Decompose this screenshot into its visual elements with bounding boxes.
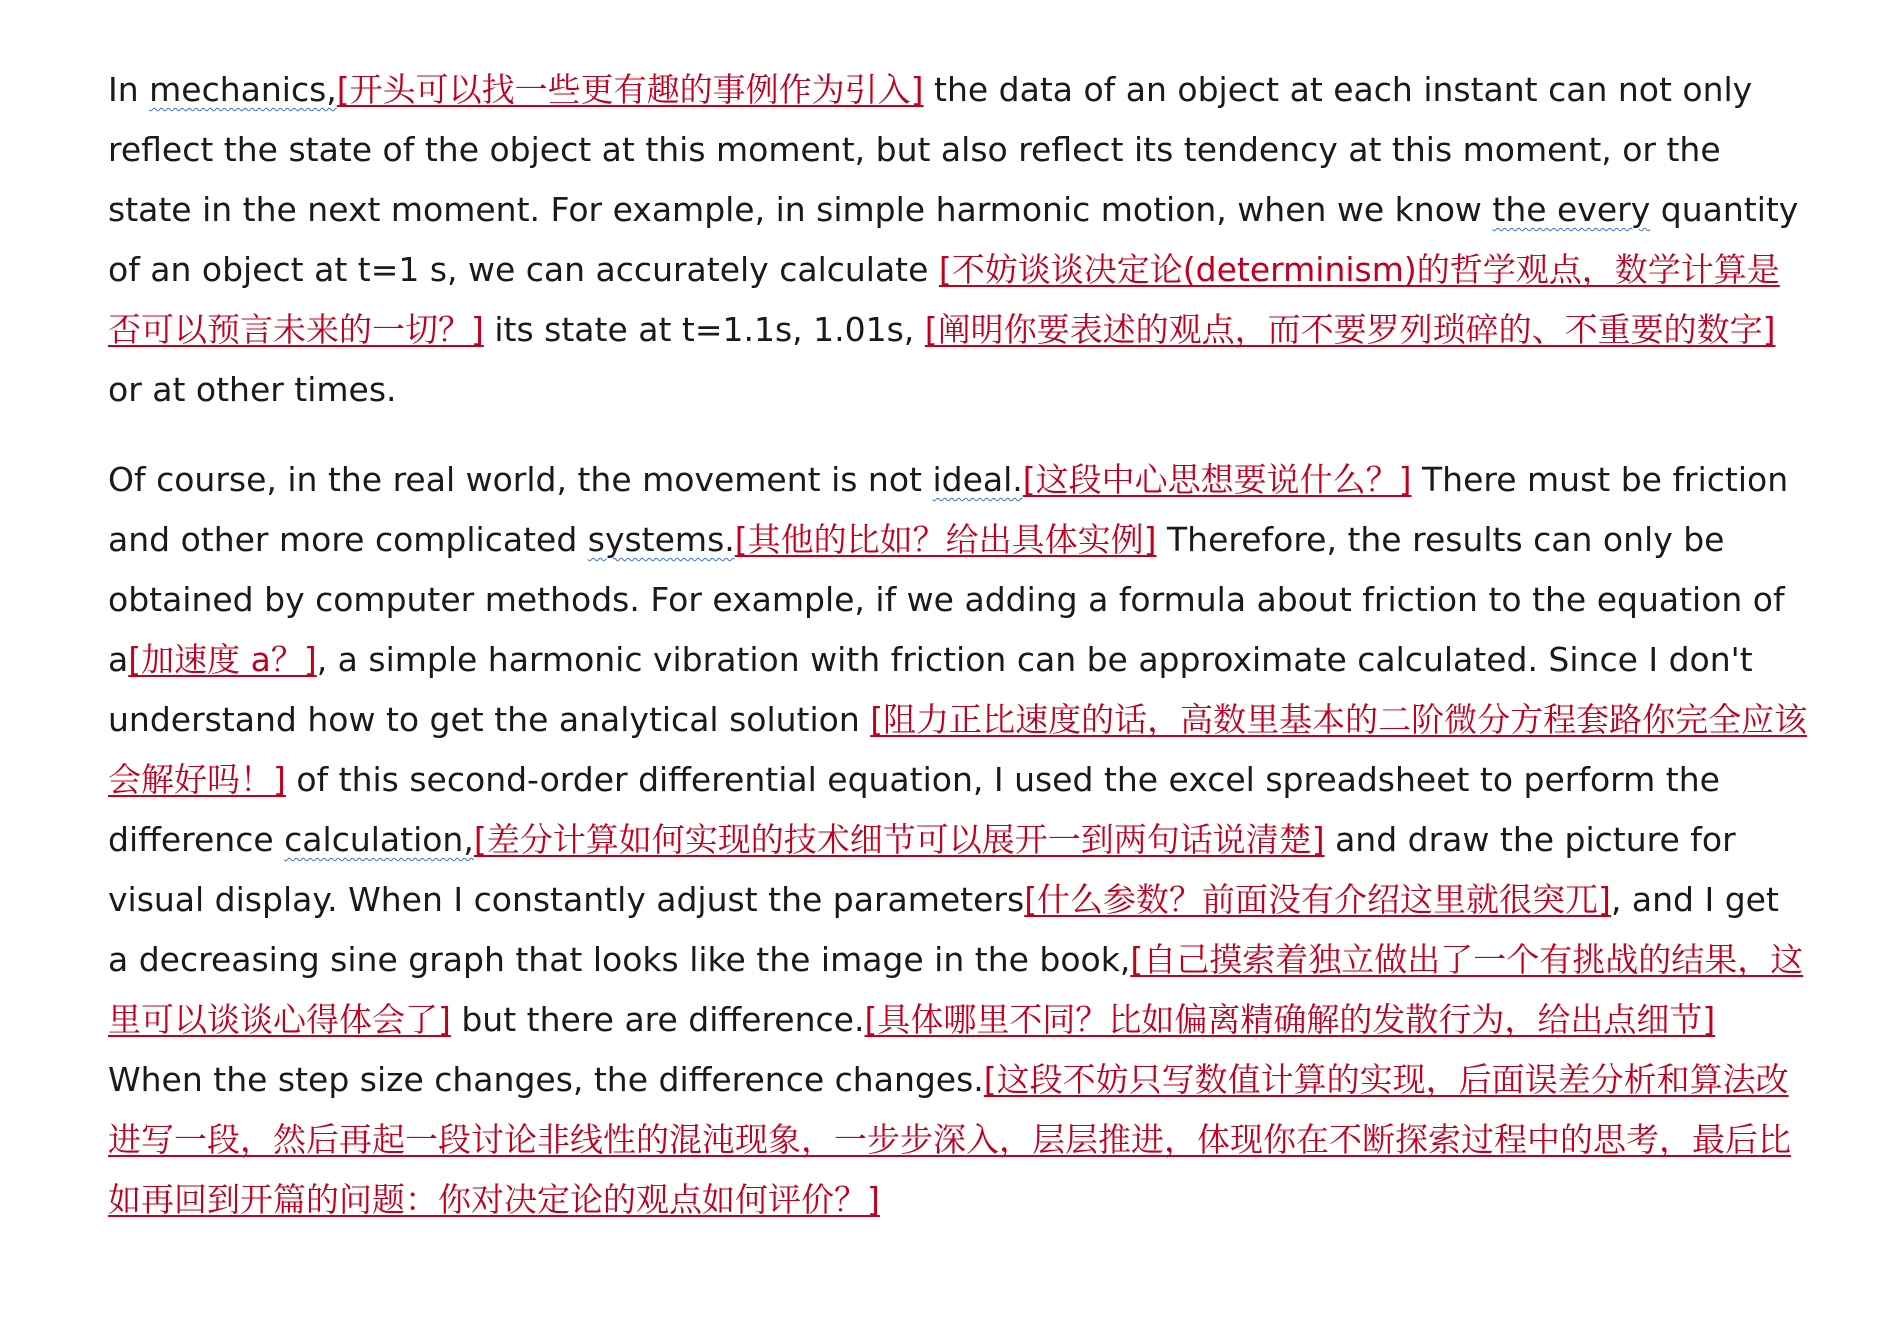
spellcheck-word: calculation, bbox=[284, 820, 474, 859]
review-comment: [自己摸索着独立做出了一个有挑战的结果，这里可以谈谈心得体会了] bbox=[108, 940, 1804, 1039]
text-run: quantity of an object at t=1 s, we can accurately calculate bbox=[108, 190, 1799, 289]
text-run: or at other times. bbox=[108, 370, 397, 409]
text-run: its state at t=1.1s, 1.01s, bbox=[483, 310, 925, 349]
paragraph-1 bbox=[108, 60, 1808, 420]
review-comment: [阻力正比速度的话，高数里基本的二阶微分方程套路你完全应该会解好吗！] bbox=[108, 700, 1808, 799]
spellcheck-word: the every bbox=[1492, 190, 1651, 229]
text-run: the data of an object at each instant can not only reflect the state of the object at this moment, but also reflect its tendency at this moment, or the state in the next moment. For example, in simple harmonic motion, when we know bbox=[108, 70, 1753, 229]
review-comment: [这段中心思想要说什么？] bbox=[1022, 460, 1412, 499]
text-run: but there are difference. bbox=[450, 1000, 865, 1039]
review-comment: [不妨谈谈决定论(determinism)的哲学观点，数学计算是否可以预言未来的一切？] bbox=[108, 250, 1780, 349]
text-run: Therefore, the results can only be obtained by computer methods. For example, if we adding a formula about friction to the equation of a bbox=[108, 520, 1785, 679]
text-run: and draw the picture for visual display. When I constantly adjust the parameters bbox=[108, 820, 1736, 919]
review-comment: [具体哪里不同？比如偏离精确解的发散行为，给出点细节] bbox=[864, 1000, 1716, 1039]
review-comment: [这段不妨只写数值计算的实现，后面误差分析和算法改进写一段，然后再起一段讨论非线性的混沌现象，一步步深入，层层推进，体现你在不断探索过程中的思考，最后比如再回到开篇的问题：你对决定论的观点如何评价？] bbox=[108, 1060, 1791, 1219]
text-run: , a simple harmonic vibration with friction can be approximate calculated. Since I don't understand how to get the analytical solution bbox=[108, 640, 1753, 739]
review-comment: [开头可以找一些更有趣的事例作为引入] bbox=[336, 70, 924, 109]
review-comment: [差分计算如何实现的技术细节可以展开一到两句话说清楚] bbox=[473, 820, 1325, 859]
text-run: When the step size changes, the difference changes. bbox=[108, 1060, 984, 1099]
review-comment: [加速度 a？] bbox=[128, 640, 317, 679]
text-run: In bbox=[108, 70, 150, 109]
spellcheck-word: mechanics, bbox=[149, 70, 337, 109]
text-run: There must be friction and other more complicated bbox=[108, 460, 1789, 559]
review-comment: [什么参数？前面没有介绍这里就很突兀] bbox=[1024, 880, 1611, 919]
spellcheck-word: systems. bbox=[587, 520, 735, 559]
text-run: , and I get a decreasing sine graph that looks like the image in the book, bbox=[108, 880, 1779, 979]
document-body bbox=[108, 60, 1808, 1260]
spellcheck-word: ideal. bbox=[932, 460, 1023, 499]
text-run: of this second-order differential equation, I used the excel spreadsheet to perform the difference bbox=[108, 760, 1720, 859]
review-comment: [其他的比如？给出具体实例] bbox=[734, 520, 1157, 559]
review-comment: [阐明你要表述的观点，而不要罗列琐碎的、不重要的数字] bbox=[924, 310, 1776, 349]
paragraph-2 bbox=[108, 450, 1808, 1230]
text-run: Of course, in the real world, the movement is not bbox=[108, 460, 933, 499]
